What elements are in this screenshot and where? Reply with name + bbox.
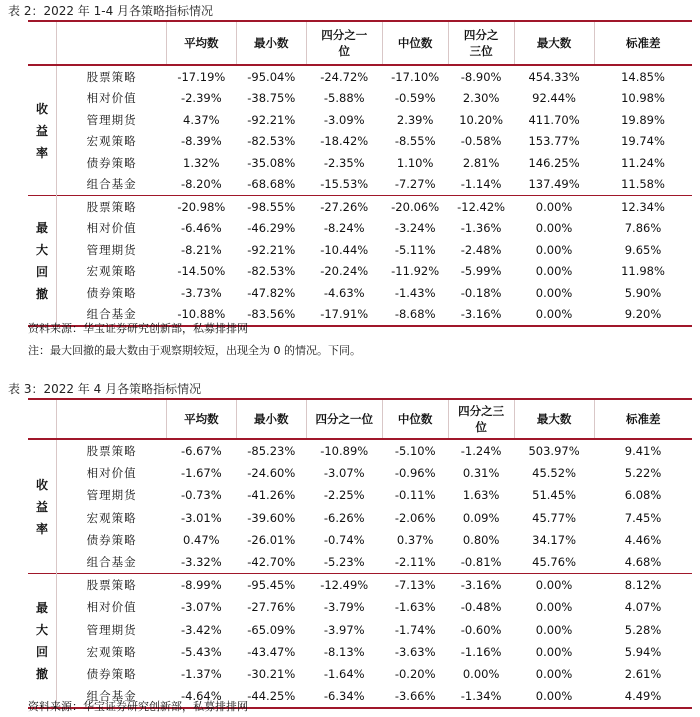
- value-cell: -7.13%: [394, 578, 436, 593]
- value-cell: -46.29%: [247, 221, 296, 236]
- value-cell: -27.26%: [320, 199, 369, 214]
- value-cell: -8.39%: [180, 134, 222, 149]
- table-row: [28, 152, 692, 174]
- header-blank: [28, 399, 56, 439]
- table-row: [28, 88, 692, 110]
- strategy-name: 债券策略: [86, 285, 137, 300]
- value-cell: -24.72%: [320, 69, 369, 84]
- value-cell: -6.34%: [323, 689, 365, 704]
- value-cell: -6.67%: [180, 444, 222, 459]
- header-median: 中位数: [382, 399, 448, 439]
- table-row: [28, 65, 692, 88]
- value-cell: -5.23%: [323, 555, 365, 570]
- table3-caption: 表 3：2022 年 4 月各策略指标情况: [8, 382, 202, 396]
- table2-caption: 表 2：2022 年 1-4 月各策略指标情况: [8, 4, 214, 18]
- value-cell: 0.37%: [396, 532, 434, 547]
- strategy-name: 相对价值: [86, 221, 137, 236]
- value-cell: -47.82%: [247, 285, 296, 300]
- table2: [28, 20, 692, 327]
- value-cell: -27.76%: [247, 600, 296, 615]
- value-cell: 0.80%: [462, 532, 500, 547]
- value-cell: -3.32%: [180, 555, 222, 570]
- value-cell: 8.12%: [624, 578, 662, 593]
- strategy-name: 管理期货: [86, 488, 137, 503]
- value-cell: 5.90%: [624, 285, 662, 300]
- table-row: [28, 109, 692, 131]
- value-cell: -0.20%: [394, 666, 436, 681]
- value-cell: 19.74%: [621, 134, 665, 149]
- table2-source: 资料来源：华宝证券研究创新部，私募排排网: [28, 322, 248, 335]
- value-cell: 1.63%: [462, 488, 500, 503]
- value-cell: -5.11%: [394, 242, 436, 257]
- header-blank: [56, 21, 166, 65]
- value-cell: 5.28%: [624, 622, 662, 637]
- value-cell: 9.65%: [624, 242, 662, 257]
- value-cell: -35.08%: [247, 155, 296, 170]
- table-row: [28, 282, 692, 304]
- value-cell: -30.21%: [247, 666, 296, 681]
- strategy-name: 相对价值: [86, 91, 137, 106]
- strategy-name: 宏观策略: [86, 264, 137, 279]
- strategy-name: 管理期货: [86, 112, 137, 127]
- value-cell: -95.45%: [247, 578, 296, 593]
- value-cell: -12.42%: [457, 199, 506, 214]
- value-cell: -6.26%: [323, 510, 365, 525]
- header-std: 标准差: [594, 399, 692, 439]
- value-cell: -1.14%: [460, 177, 502, 192]
- value-cell: -0.81%: [460, 555, 502, 570]
- value-cell: -3.63%: [394, 644, 436, 659]
- value-cell: -2.06%: [394, 510, 436, 525]
- header-min: 最小数: [236, 399, 306, 439]
- value-cell: -2.48%: [460, 242, 502, 257]
- value-cell: 0.00%: [462, 666, 500, 681]
- value-cell: -17.91%: [320, 307, 369, 322]
- table-row: [28, 641, 692, 663]
- value-cell: -1.34%: [460, 689, 502, 704]
- value-cell: -3.97%: [323, 622, 365, 637]
- strategy-name: 宏观策略: [86, 644, 137, 659]
- value-cell: 454.33%: [528, 69, 580, 84]
- value-cell: 5.22%: [624, 466, 662, 481]
- value-cell: -68.68%: [247, 177, 296, 192]
- value-cell: 7.45%: [624, 510, 662, 525]
- value-cell: -43.47%: [247, 644, 296, 659]
- value-cell: 5.94%: [624, 644, 662, 659]
- table-row: [28, 619, 692, 641]
- value-cell: -8.90%: [460, 69, 502, 84]
- table-row: [28, 529, 692, 551]
- strategy-name: 宏观策略: [86, 134, 137, 149]
- table3: [28, 398, 692, 709]
- value-cell: -3.16%: [460, 578, 502, 593]
- value-cell: -1.63%: [394, 600, 436, 615]
- group-label: 最 大 回 撤: [28, 574, 56, 709]
- value-cell: -3.66%: [394, 689, 436, 704]
- value-cell: 11.58%: [621, 177, 665, 192]
- value-cell: -8.99%: [180, 578, 222, 593]
- value-cell: -3.07%: [323, 466, 365, 481]
- table-row: [28, 239, 692, 261]
- value-cell: -0.73%: [180, 488, 222, 503]
- table-row: [28, 261, 692, 283]
- value-cell: -1.64%: [323, 666, 365, 681]
- value-cell: -5.99%: [460, 264, 502, 279]
- value-cell: -95.04%: [247, 69, 296, 84]
- value-cell: -11.92%: [391, 264, 440, 279]
- value-cell: -1.24%: [460, 444, 502, 459]
- value-cell: -1.36%: [460, 221, 502, 236]
- value-cell: -92.21%: [247, 112, 296, 127]
- table-row: [28, 174, 692, 196]
- strategy-name: 股票策略: [86, 69, 137, 84]
- value-cell: -6.46%: [180, 221, 222, 236]
- value-cell: -8.68%: [394, 307, 436, 322]
- value-cell: -0.48%: [460, 600, 502, 615]
- value-cell: 503.97%: [528, 444, 580, 459]
- value-cell: -8.13%: [323, 644, 365, 659]
- value-cell: -39.60%: [247, 510, 296, 525]
- value-cell: 0.00%: [535, 622, 573, 637]
- strategy-name: 债券策略: [86, 666, 137, 681]
- table-row: [28, 551, 692, 574]
- value-cell: -17.19%: [177, 69, 226, 84]
- header-std: 标准差: [594, 21, 692, 65]
- table-row: [28, 218, 692, 240]
- strategy-name: 债券策略: [86, 532, 137, 547]
- value-cell: 45.76%: [532, 555, 576, 570]
- value-cell: 4.49%: [624, 689, 662, 704]
- value-cell: -0.59%: [394, 91, 436, 106]
- value-cell: 14.85%: [621, 69, 665, 84]
- value-cell: -18.42%: [320, 134, 369, 149]
- value-cell: 137.49%: [528, 177, 580, 192]
- table-row: [28, 439, 692, 462]
- value-cell: 45.52%: [532, 466, 576, 481]
- value-cell: 11.24%: [621, 155, 665, 170]
- strategy-name: 相对价值: [86, 600, 137, 615]
- value-cell: 11.98%: [621, 264, 665, 279]
- strategy-name: 管理期货: [86, 622, 137, 637]
- value-cell: -10.89%: [320, 444, 369, 459]
- value-cell: -5.88%: [323, 91, 365, 106]
- strategy-name: 股票策略: [86, 578, 137, 593]
- value-cell: -2.35%: [323, 155, 365, 170]
- value-cell: -0.11%: [394, 488, 436, 503]
- header-q3: 四分之 三位: [448, 21, 514, 65]
- value-cell: -8.20%: [180, 177, 222, 192]
- header-blank: [56, 399, 166, 439]
- value-cell: 4.07%: [624, 600, 662, 615]
- value-cell: -0.96%: [394, 466, 436, 481]
- value-cell: 153.77%: [528, 134, 580, 149]
- value-cell: 4.68%: [624, 555, 662, 570]
- value-cell: 10.20%: [459, 112, 504, 127]
- value-cell: -65.09%: [247, 622, 296, 637]
- value-cell: 19.89%: [621, 112, 665, 127]
- value-cell: -4.63%: [323, 285, 365, 300]
- value-cell: -1.74%: [394, 622, 436, 637]
- value-cell: -0.60%: [460, 622, 502, 637]
- value-cell: -10.88%: [177, 307, 226, 322]
- value-cell: 0.00%: [535, 264, 573, 279]
- value-cell: -98.55%: [247, 199, 296, 214]
- value-cell: 9.20%: [624, 307, 662, 322]
- value-cell: 0.09%: [462, 510, 500, 525]
- header-q1: 四分之一位: [306, 399, 382, 439]
- value-cell: -8.55%: [394, 134, 436, 149]
- value-cell: -3.73%: [180, 285, 222, 300]
- value-cell: 0.00%: [535, 221, 573, 236]
- value-cell: 0.00%: [535, 666, 573, 681]
- value-cell: 0.00%: [535, 307, 573, 322]
- header-max: 最大数: [514, 399, 594, 439]
- value-cell: -1.16%: [460, 644, 502, 659]
- value-cell: -2.25%: [323, 488, 365, 503]
- value-cell: 7.86%: [624, 221, 662, 236]
- value-cell: 0.31%: [462, 466, 500, 481]
- value-cell: -85.23%: [247, 444, 296, 459]
- strategy-name: 债券策略: [86, 155, 137, 170]
- value-cell: 0.00%: [535, 285, 573, 300]
- header-min: 最小数: [236, 21, 306, 65]
- header-mean: 平均数: [166, 399, 236, 439]
- strategy-name: 管理期货: [86, 242, 137, 257]
- strategy-name: 相对价值: [86, 466, 137, 481]
- group-label: 最 大 回 撤: [28, 196, 56, 327]
- strategy-name: 组合基金: [86, 307, 137, 322]
- value-cell: 0.47%: [183, 532, 220, 547]
- value-cell: 2.39%: [396, 112, 434, 127]
- header-blank: [28, 21, 56, 65]
- value-cell: -2.39%: [180, 91, 222, 106]
- value-cell: -3.01%: [180, 510, 222, 525]
- value-cell: -83.56%: [247, 307, 296, 322]
- value-cell: 10.98%: [621, 91, 665, 106]
- value-cell: -3.42%: [180, 622, 222, 637]
- value-cell: 51.45%: [532, 488, 576, 503]
- value-cell: -5.10%: [394, 444, 436, 459]
- value-cell: -3.07%: [180, 600, 222, 615]
- value-cell: -1.43%: [394, 285, 436, 300]
- value-cell: 4.46%: [624, 532, 662, 547]
- value-cell: 0.00%: [535, 242, 573, 257]
- value-cell: 1.32%: [183, 155, 220, 170]
- value-cell: -4.64%: [180, 689, 222, 704]
- table2-header-row: [28, 21, 692, 65]
- value-cell: 34.17%: [532, 532, 576, 547]
- group-label: 收 益 率: [28, 65, 56, 196]
- table3-header-row: [28, 399, 692, 439]
- value-cell: -3.16%: [460, 307, 502, 322]
- strategy-name: 组合基金: [86, 689, 137, 704]
- value-cell: 0.00%: [535, 578, 573, 593]
- value-cell: -0.74%: [323, 532, 365, 547]
- header-max: 最大数: [514, 21, 594, 65]
- value-cell: -0.18%: [460, 285, 502, 300]
- header-q3: 四分之三 位: [448, 399, 514, 439]
- value-cell: 146.25%: [528, 155, 580, 170]
- header-mean: 平均数: [166, 21, 236, 65]
- value-cell: -12.49%: [320, 578, 369, 593]
- value-cell: -26.01%: [247, 532, 296, 547]
- value-cell: -10.44%: [320, 242, 369, 257]
- value-cell: -7.27%: [394, 177, 436, 192]
- table-row: [28, 196, 692, 218]
- value-cell: -92.21%: [247, 242, 296, 257]
- value-cell: 45.77%: [532, 510, 576, 525]
- value-cell: -8.21%: [180, 242, 222, 257]
- value-cell: 0.00%: [535, 600, 573, 615]
- value-cell: -5.43%: [180, 644, 222, 659]
- value-cell: 6.08%: [624, 488, 662, 503]
- header-median: 中位数: [382, 21, 448, 65]
- value-cell: 2.61%: [624, 666, 662, 681]
- table-row: [28, 507, 692, 529]
- value-cell: -20.98%: [177, 199, 226, 214]
- value-cell: 0.00%: [535, 689, 573, 704]
- value-cell: -24.60%: [247, 466, 296, 481]
- value-cell: 4.37%: [183, 112, 220, 127]
- table2-note: 注：最大回撤的最大数由于观察期较短，出现全为 0 的情况。下同。: [28, 344, 361, 357]
- value-cell: -15.53%: [320, 177, 369, 192]
- value-cell: -82.53%: [247, 264, 296, 279]
- group-label: 收 益 率: [28, 439, 56, 574]
- table-row: [28, 596, 692, 618]
- value-cell: -0.58%: [460, 134, 502, 149]
- table-row: [28, 462, 692, 484]
- value-cell: -3.79%: [323, 600, 365, 615]
- header-q1: 四分之一 位: [306, 21, 382, 65]
- value-cell: -44.25%: [247, 689, 296, 704]
- value-cell: -82.53%: [247, 134, 296, 149]
- value-cell: -17.10%: [391, 69, 440, 84]
- value-cell: -20.24%: [320, 264, 369, 279]
- table3-source: 资料来源：华宝证券研究创新部，私募排排网: [28, 700, 248, 713]
- strategy-name: 组合基金: [86, 177, 137, 192]
- value-cell: -1.67%: [180, 466, 222, 481]
- value-cell: -3.24%: [394, 221, 436, 236]
- table-row: [28, 663, 692, 685]
- strategy-name: 宏观策略: [86, 510, 137, 525]
- value-cell: 12.34%: [621, 199, 665, 214]
- value-cell: -1.37%: [180, 666, 222, 681]
- value-cell: 1.10%: [396, 155, 434, 170]
- value-cell: 0.00%: [535, 644, 573, 659]
- strategy-name: 组合基金: [86, 555, 137, 570]
- value-cell: 92.44%: [532, 91, 576, 106]
- value-cell: -41.26%: [247, 488, 296, 503]
- table-row: [28, 484, 692, 506]
- value-cell: -14.50%: [177, 264, 226, 279]
- value-cell: 2.30%: [462, 91, 500, 106]
- strategy-name: 股票策略: [86, 444, 137, 459]
- strategy-name: 股票策略: [86, 199, 137, 214]
- value-cell: -20.06%: [391, 199, 440, 214]
- value-cell: -2.11%: [394, 555, 436, 570]
- value-cell: 0.00%: [535, 199, 573, 214]
- table-row: [28, 574, 692, 597]
- value-cell: -3.09%: [323, 112, 365, 127]
- value-cell: -38.75%: [247, 91, 296, 106]
- value-cell: 9.41%: [624, 444, 662, 459]
- value-cell: -8.24%: [323, 221, 365, 236]
- table-row: [28, 131, 692, 153]
- value-cell: 2.81%: [462, 155, 500, 170]
- value-cell: 411.70%: [528, 112, 580, 127]
- value-cell: -42.70%: [247, 555, 296, 570]
